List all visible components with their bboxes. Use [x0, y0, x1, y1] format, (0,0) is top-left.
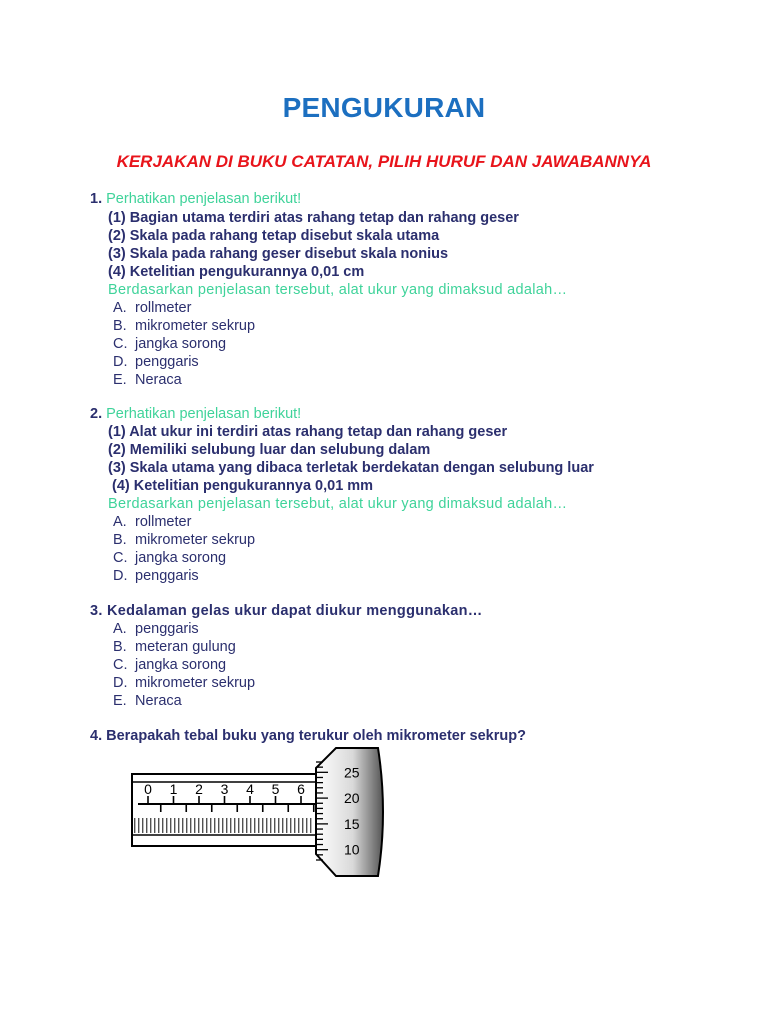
- option-text: rollmeter: [135, 300, 192, 316]
- option-e: [113, 371, 182, 389]
- statement: (1) Bagian utama terdiri atas rahang tetap dan rahang geser: [108, 210, 519, 226]
- micrometer-drawing: [130, 742, 392, 882]
- main-scale-label: 6: [297, 781, 305, 797]
- option-letter: C.: [113, 657, 128, 673]
- option-d: [113, 353, 199, 371]
- option-c: [113, 335, 226, 353]
- option-letter: A.: [113, 300, 127, 316]
- question-2-prompt: [90, 405, 301, 423]
- thimble-scale-label: 10: [344, 841, 360, 858]
- option-c: [113, 549, 226, 567]
- main-scale-label: 0: [144, 781, 152, 797]
- option-text: mikrometer sekrup: [135, 675, 256, 691]
- option-text: jangka sorong: [135, 657, 227, 673]
- main-scale-label: 3: [220, 781, 229, 797]
- option-text: penggaris: [135, 354, 199, 370]
- option-text: Neraca: [135, 693, 182, 709]
- option-text: mikrometer sekrup: [135, 318, 256, 334]
- option-b: [113, 317, 255, 335]
- main-scale-label: 2: [195, 781, 203, 797]
- option-a: [113, 299, 191, 317]
- option-b: [113, 638, 236, 656]
- question-text: Berdasarkan penjelasan tersebut, alat ukur yang dimaksud adalah…: [108, 282, 568, 298]
- option-letter: D.: [113, 354, 128, 370]
- statement: (3) Skala pada rahang geser disebut skala nonius: [108, 246, 449, 262]
- option-b: [113, 531, 255, 549]
- page-title: PENGUKURAN: [282, 92, 486, 123]
- option-letter: C.: [113, 336, 128, 352]
- knurled-band: [134, 818, 314, 833]
- option-a: [113, 513, 191, 531]
- option-letter: E.: [113, 372, 127, 388]
- option-d: [113, 567, 199, 585]
- question-4-text: 4. Berapakah tebal buku yang terukur oleh mikrometer sekrup?: [90, 728, 526, 744]
- statement: (1) Alat ukur ini terdiri atas rahang tetap dan rahang geser: [108, 424, 508, 440]
- main-scale-label: 5: [271, 781, 280, 797]
- option-text: rollmeter: [135, 514, 192, 530]
- option-letter: B.: [113, 318, 127, 334]
- statement: (4) Ketelitian pengukurannya 0,01 cm: [108, 264, 365, 280]
- option-letter: D.: [113, 568, 128, 584]
- option-letter: B.: [113, 639, 127, 655]
- statement: (2) Skala pada rahang tetap disebut skala utama: [108, 228, 440, 244]
- option-letter: C.: [113, 550, 128, 566]
- option-letter: A.: [113, 621, 127, 637]
- option-text: penggaris: [135, 568, 199, 584]
- question-1-prompt: [90, 190, 301, 208]
- thimble-scale-label: 20: [344, 790, 360, 807]
- statement: (3) Skala utama yang dibaca terletak berdekatan dengan selubung luar: [108, 460, 594, 476]
- question-number: 2.: [90, 406, 103, 422]
- option-text: mikrometer sekrup: [135, 532, 256, 548]
- option-text: jangka sorong: [135, 550, 227, 566]
- question-text: Berdasarkan penjelasan tersebut, alat ukur yang dimaksud adalah…: [108, 496, 568, 512]
- question-3-text: 3. Kedalaman gelas ukur dapat diukur menggunakan…: [90, 603, 483, 619]
- main-scale-label: 1: [169, 781, 178, 797]
- statement: (4) Ketelitian pengukurannya 0,01 mm: [112, 478, 374, 494]
- question-number: 1.: [90, 191, 103, 207]
- thimble-scale-label: 25: [344, 764, 360, 781]
- option-text: jangka sorong: [135, 336, 227, 352]
- option-text: penggaris: [135, 621, 199, 637]
- option-letter: B.: [113, 532, 127, 548]
- main-scale-label: 4: [246, 781, 254, 797]
- statement: (2) Memiliki selubung luar dan selubung dalam: [108, 442, 431, 458]
- option-e: [113, 692, 182, 710]
- option-d: [113, 674, 255, 692]
- option-c: [113, 656, 226, 674]
- question-prompt: Perhatikan penjelasan berikut!: [106, 406, 302, 422]
- option-text: Neraca: [135, 372, 182, 388]
- micrometer-figure: [130, 742, 392, 887]
- option-letter: A.: [113, 514, 127, 530]
- option-a: [113, 620, 199, 638]
- option-text: meteran gulung: [135, 639, 236, 655]
- thimble-scale-label: 15: [344, 815, 360, 832]
- option-letter: D.: [113, 675, 128, 691]
- instruction-heading: KERJAKAN DI BUKU CATATAN, PILIH HURUF DAN JAWABANNYA: [116, 152, 652, 171]
- option-letter: E.: [113, 693, 127, 709]
- question-prompt: Perhatikan penjelasan berikut!: [106, 191, 302, 207]
